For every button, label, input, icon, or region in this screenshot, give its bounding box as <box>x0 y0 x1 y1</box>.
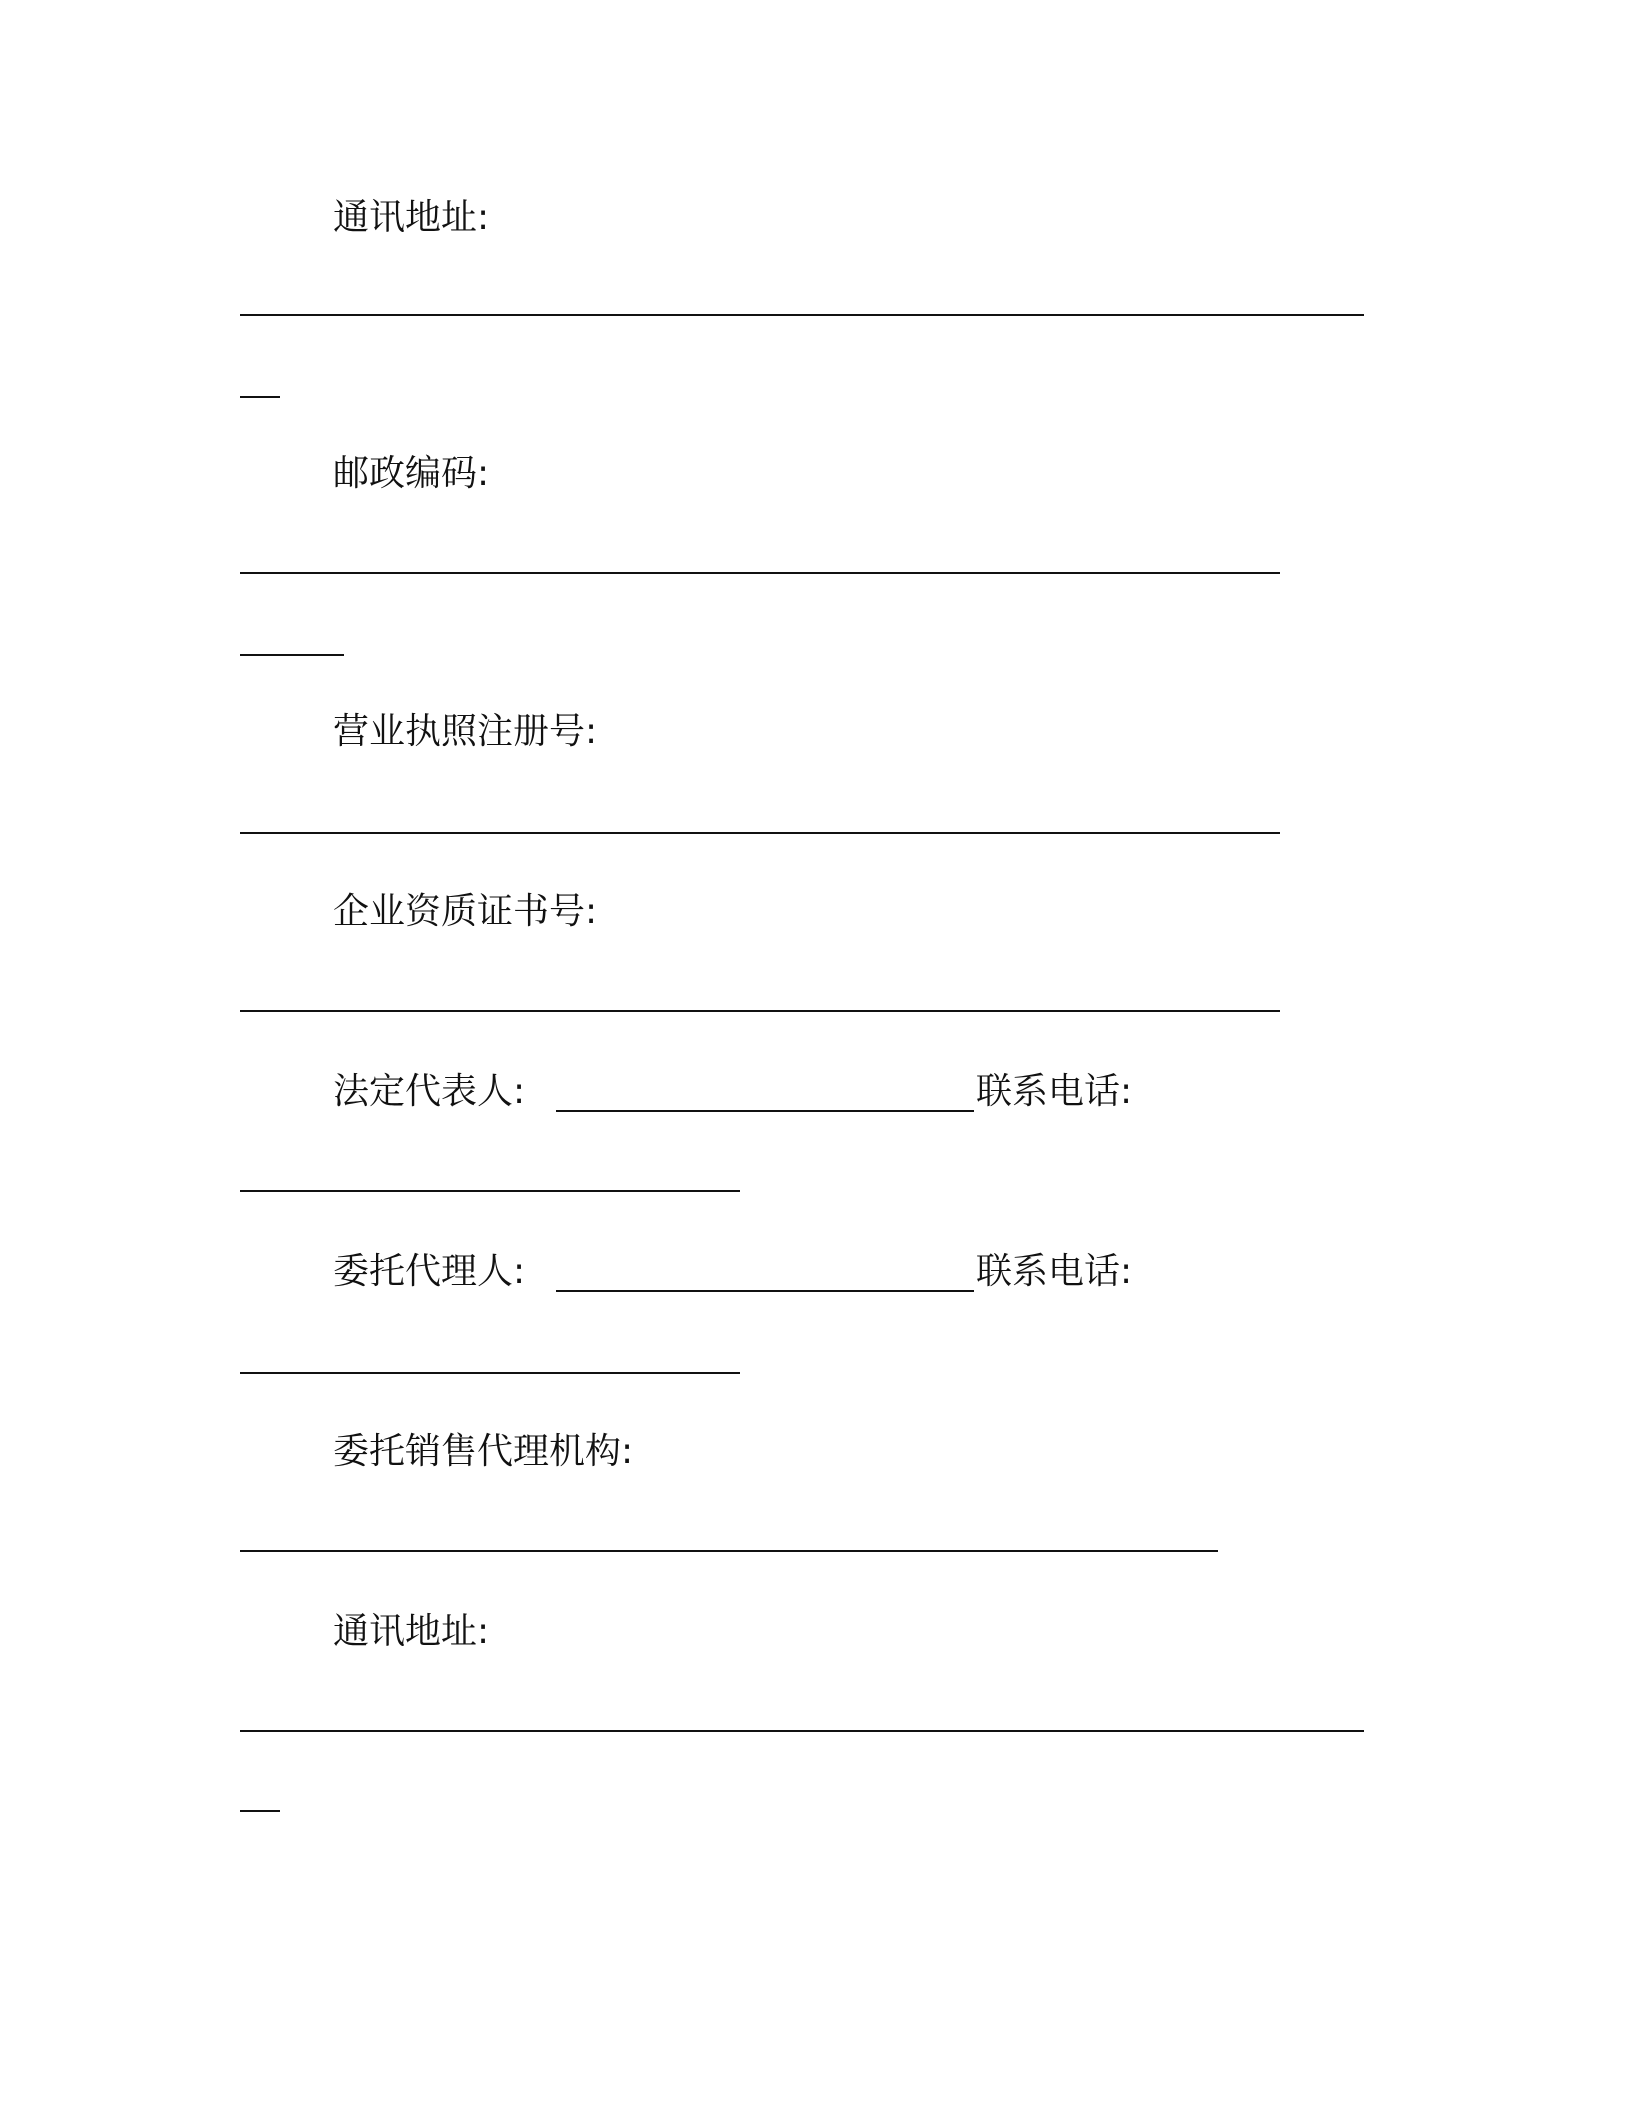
blank-line-agent-phone[interactable] <box>240 1372 740 1374</box>
blank-line-postcode[interactable] <box>240 572 1280 574</box>
field-label-qualification-cert-no: 企业资质证书号: <box>333 891 598 932</box>
field-label-postcode: 邮政编码: <box>333 453 490 494</box>
blank-line-legal-rep-phone[interactable] <box>240 1190 740 1192</box>
blank-line-postcode-continued[interactable] <box>240 654 344 656</box>
blank-line-address[interactable] <box>240 314 1364 316</box>
field-label-sales-agency: 委托销售代理机构: <box>333 1431 634 1472</box>
blank-line-address-continued[interactable] <box>240 396 280 398</box>
field-label-agency-address: 通讯地址: <box>333 1611 490 1652</box>
field-label-legal-representative: 法定代表人: <box>333 1071 526 1112</box>
field-label-legal-rep-phone: 联系电话: <box>976 1071 1133 1112</box>
field-label-address: 通讯地址: <box>333 197 490 238</box>
blank-line-business-license-no[interactable] <box>240 832 1280 834</box>
blank-line-sales-agency[interactable] <box>240 1550 1218 1552</box>
field-label-authorized-agent: 委托代理人: <box>333 1251 526 1292</box>
field-label-business-license-no: 营业执照注册号: <box>333 711 598 752</box>
field-label-agent-phone: 联系电话: <box>976 1251 1133 1292</box>
blank-line-legal-representative[interactable] <box>556 1110 974 1112</box>
blank-line-agency-address[interactable] <box>240 1730 1364 1732</box>
blank-line-qualification-cert-no[interactable] <box>240 1010 1280 1012</box>
blank-line-authorized-agent[interactable] <box>556 1290 974 1292</box>
blank-line-agency-address-continued[interactable] <box>240 1810 280 1812</box>
